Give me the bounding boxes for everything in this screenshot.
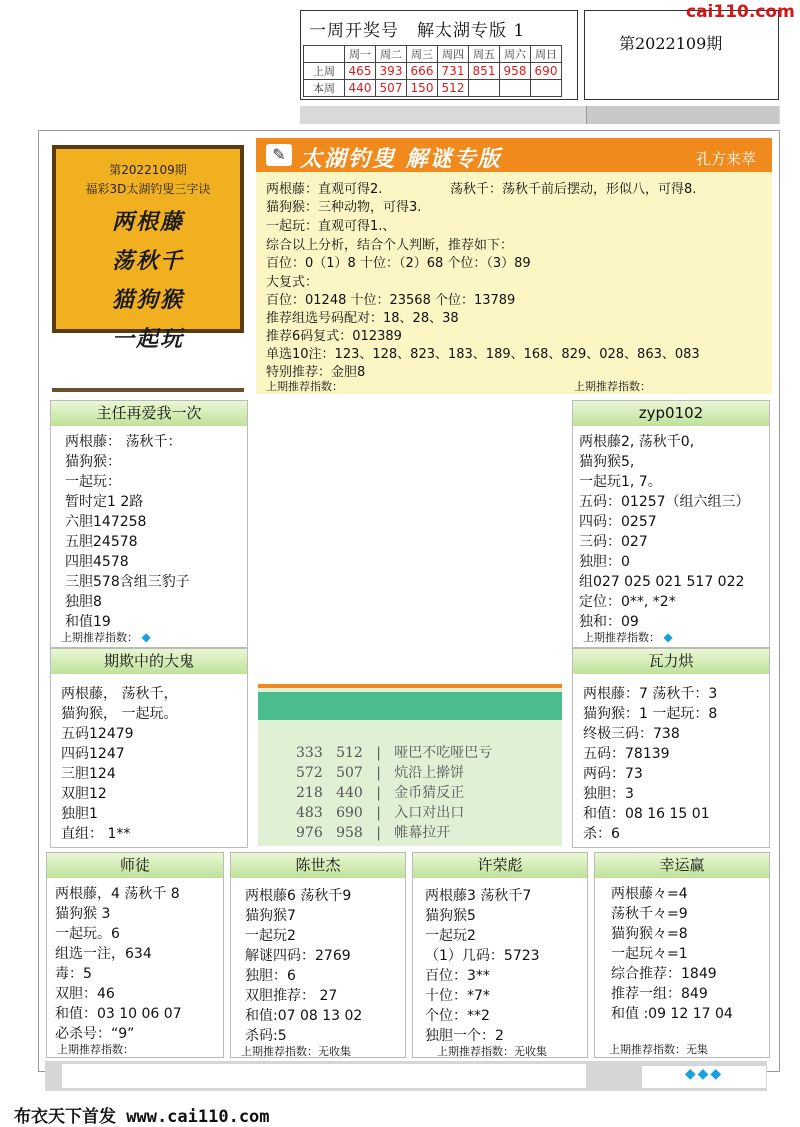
pick-line: 独和：09 (579, 614, 639, 630)
result-cell (531, 80, 562, 97)
riddle-sep: | (376, 745, 381, 761)
day-header: 周四 (438, 46, 469, 63)
expert-title: 主任再爱我一次 (51, 401, 247, 426)
result-cell: 731 (438, 63, 469, 80)
poster-line: 荡秋千 (111, 248, 184, 274)
result-cell: 851 (469, 63, 500, 80)
expert-box-e (46, 852, 224, 1058)
pick-line: 猫狗猴7 (245, 908, 296, 924)
rating-label: 上期推荐指数：无收集 (437, 1045, 547, 1058)
riddle-num: 958 (336, 825, 363, 841)
rating-label: 上期推荐指数： (583, 631, 660, 644)
pick-line: 两根藤： 荡秋千： (65, 434, 182, 450)
pick-line: 毒：5 (55, 966, 92, 982)
riddle-num: 512 (336, 745, 363, 761)
expert-title: 期欺中的大鬼 (51, 649, 247, 674)
pick-line: 双胆推荐： 27 (245, 988, 338, 1004)
pick-line: 一起玩2 (425, 928, 476, 944)
pick-line: 两根藤， 荡秋千， (61, 686, 178, 702)
pick-line: 五码12479 (61, 726, 134, 742)
pick-line: 杀：6 (583, 826, 620, 842)
pick-line: 十位：*7* (425, 988, 490, 1004)
pick-line: 三胆578含组三豹子 (65, 574, 190, 590)
analysis-line: 荡秋千：荡秋千前后摆动，形似八，可得8. (450, 182, 697, 197)
banner-author: 孔方来萃 (695, 150, 756, 168)
pick-line: 猫狗猴， 一起玩。 (61, 706, 178, 722)
day-header: 周六 (500, 46, 531, 63)
poster-subtitle: 福彩3D太湖钓叟三字诀 (85, 182, 211, 196)
day-header: 周三 (407, 46, 438, 63)
day-header: 周五 (469, 46, 500, 63)
poster-issue: 第2022109期 (109, 163, 187, 177)
pick-line: 猫狗猴： (65, 454, 121, 470)
analysis-line: 大复式： (266, 275, 319, 290)
poster-line: 猫狗猴 (111, 287, 184, 313)
pick-line: 杀码:5 (245, 1028, 287, 1044)
expert-box-f (230, 852, 406, 1058)
analysis-line: 推荐6码复式：012389 (266, 329, 402, 344)
result-cell: 666 (407, 63, 438, 80)
expert-title: 陈世杰 (231, 853, 405, 878)
riddle-row (296, 802, 464, 822)
analysis-line: 一起玩：直观可得1.、 (266, 219, 396, 234)
pick-line: 一起玩1, 7。 (579, 474, 662, 490)
last-rating: 上期推荐指数： (574, 380, 651, 393)
expert-title: 瓦力烘 (573, 649, 769, 674)
row-label: 上周 (304, 63, 345, 80)
riddle-text: 哑巴不吃哑巴亏 (394, 745, 493, 761)
pick-line: 推荐一组：849 (611, 986, 708, 1002)
riddle-num: 333 (296, 745, 323, 761)
analysis-line: 两根藤：直观可得2. (266, 182, 383, 197)
pick-line: 两码：73 (583, 766, 643, 782)
pick-line: 和值：08 16 15 01 (583, 806, 710, 822)
pick-line: 两根藤3 荡秋千7 (425, 888, 532, 904)
pick-line: 和值 :09 12 17 04 (611, 1006, 733, 1022)
analysis-line: 单选10注：123、128、823、183、189、168、829、028、863、083 (266, 347, 700, 362)
pick-line: 双胆12 (61, 786, 107, 802)
riddle-header-band (258, 692, 562, 720)
pick-line: 两根藤々=4 (611, 886, 688, 902)
rating-label: 上期推荐指数：无收集 (241, 1045, 351, 1058)
pick-line: 独胆一个：2 (425, 1028, 504, 1044)
weekly-results-table (303, 45, 562, 97)
poster-line: 一起玩 (111, 326, 184, 352)
last-rating: 上期推荐指数： (266, 380, 343, 393)
riddle-row (296, 742, 492, 762)
result-cell: 150 (407, 80, 438, 97)
pick-line: 荡秋千々=9 (611, 906, 688, 922)
pick-line: 独胆：3 (583, 786, 634, 802)
expert-title: zyp0102 (573, 401, 769, 426)
divider-strip (586, 106, 779, 124)
riddle-text: 帷幕拉开 (394, 825, 451, 841)
pick-line: 独胆：0 (579, 554, 630, 570)
diamond-icon: ◆◆◆ (642, 1066, 766, 1088)
result-cell (469, 80, 500, 97)
pick-line: 终极三码：738 (583, 726, 680, 742)
analysis-line: 猫狗猴：三种动物，可得3. (266, 200, 422, 215)
result-cell: 958 (500, 63, 531, 80)
pick-line: 三胆124 (61, 766, 116, 782)
result-cell: 440 (345, 80, 376, 97)
analysis-line: 特别推荐：金胆8 (266, 365, 366, 380)
pick-line: 四码：0257 (579, 514, 657, 530)
banner (256, 138, 772, 172)
row-label: 本周 (304, 80, 345, 97)
weekly-results-panel (300, 10, 578, 100)
pick-line: 三码：027 (579, 534, 648, 550)
day-header: 周一 (345, 46, 376, 63)
result-cell: 465 (345, 63, 376, 80)
analysis-panel (256, 172, 772, 394)
footer-credit[interactable]: 布衣天下首发 www.cai110.com (14, 1107, 270, 1127)
pick-line: 一起玩： (65, 474, 121, 490)
day-header: 周二 (376, 46, 407, 63)
pick-line: 四胆4578 (65, 554, 129, 570)
pick-line: 猫狗猴々=8 (611, 926, 688, 942)
expert-box-c (50, 648, 248, 848)
pick-line: 综合推荐：1849 (611, 966, 717, 982)
pick-line: （1）几码：5723 (425, 948, 540, 964)
weekly-title: 一周开奖号 解太湖专版 1 (309, 21, 526, 41)
riddle-num: 218 (296, 785, 323, 801)
pick-line: 必杀号：“9” (55, 1026, 135, 1042)
analysis-line: 百位：01248 十位：23568 个位：13789 (266, 293, 516, 308)
expert-box-g (412, 852, 588, 1058)
riddle-text: 入口对出口 (394, 805, 465, 821)
expert-title: 幸运赢 (595, 853, 769, 878)
expert-box-d (572, 648, 770, 848)
riddle-sep: | (376, 785, 381, 801)
pick-line: 直组： 1** (61, 826, 131, 842)
poster-line: 两根藤 (111, 209, 184, 235)
pick-line: 两根藤2, 荡秋千0, (579, 434, 695, 450)
day-header: 周日 (531, 46, 562, 63)
pick-line: 猫狗猴：1 一起玩：8 (583, 706, 718, 722)
riddle-num: 483 (296, 805, 323, 821)
issue-panel (584, 10, 779, 100)
site-logo[interactable]: cai110.com (686, 2, 795, 22)
pick-line: 四码1247 (61, 746, 125, 762)
rating-label: 上期推荐指数： (61, 631, 138, 644)
pick-line: 定位：0**, *2* (579, 594, 676, 610)
riddle-row (296, 782, 464, 802)
pick-line: 猫狗猴5 (425, 908, 476, 924)
poster-divider (52, 388, 244, 392)
pick-line: 独胆：6 (245, 968, 296, 984)
riddle-row (296, 822, 450, 842)
pen-icon: ✎ (266, 144, 292, 166)
expert-box-a (50, 400, 248, 648)
pick-line: 猫狗猴5, (579, 454, 635, 470)
banner-title: 太湖钓叟 解谜专版 (300, 146, 502, 172)
pick-line: 两根藤6 荡秋千9 (245, 888, 352, 904)
result-cell: 512 (438, 80, 469, 97)
result-cell: 690 (531, 63, 562, 80)
pick-line: 组027 025 021 517 022 (579, 574, 745, 590)
pick-line: 一起玩々=1 (611, 946, 688, 962)
pick-line: 五胆24578 (65, 534, 138, 550)
expert-box-h (594, 852, 770, 1058)
result-cell (500, 80, 531, 97)
rating-label: 上期推荐指数： (57, 1043, 134, 1056)
riddle-sep: | (376, 825, 381, 841)
pick-line: 一起玩2 (245, 928, 296, 944)
expert-title: 许荣彪 (413, 853, 587, 878)
analysis-line: 综合以上分析，结合个人判断，推荐如下： (266, 238, 514, 253)
analysis-line: 推荐组选号码配对：18、28、38 (266, 311, 459, 326)
riddle-text: 金币猜反正 (394, 785, 465, 801)
pick-line: 独胆1 (61, 806, 98, 822)
pick-line: 和值：03 10 06 07 (55, 1006, 182, 1022)
pick-line: 暂时定1 2路 (65, 494, 144, 510)
pick-line: 独胆8 (65, 594, 102, 610)
riddle-num: 690 (336, 805, 363, 821)
pick-line: 组选一注，634 (55, 946, 152, 962)
riddle-sep: | (376, 805, 381, 821)
pick-line: 五码：01257（组六组三） (579, 494, 750, 510)
pick-line: 个位：**2 (425, 1008, 490, 1024)
result-cell: 507 (376, 80, 407, 97)
pick-line: 两根藤，4 荡秋千 8 (55, 886, 180, 902)
pick-line: 解谜四码：2769 (245, 948, 351, 964)
poster (52, 145, 244, 352)
pick-line: 六胆147258 (65, 514, 147, 530)
issue-number: 第2022109期 (619, 34, 723, 53)
riddle-text: 炕沿上擀饼 (394, 765, 465, 781)
pick-line: 百位：3** (425, 968, 490, 984)
pick-line: 五码：78139 (583, 746, 670, 762)
expert-box-b (572, 400, 770, 648)
pick-line: 一起玩。6 (55, 926, 120, 942)
bottom-blank (62, 1064, 586, 1088)
pick-line: 猫狗猴 3 (55, 906, 111, 922)
riddle-num: 976 (296, 825, 323, 841)
riddle-num: 572 (296, 765, 323, 781)
pick-line: 和值19 (65, 614, 111, 630)
result-cell: 393 (376, 63, 407, 80)
pick-line: 和值:07 08 13 02 (245, 1008, 363, 1024)
analysis-line: 百位：0（1）8 十位：（2）68 个位：（3）89 (266, 256, 531, 271)
pick-line: 双胆：46 (55, 986, 115, 1002)
riddle-num: 507 (336, 765, 363, 781)
rating-label: 上期推荐指数：无集 (609, 1043, 708, 1056)
riddle-num: 440 (336, 785, 363, 801)
expert-title: 师徒 (47, 853, 223, 878)
diamond-icon: ◆ (663, 630, 673, 644)
diamond-icon: ◆ (141, 630, 151, 644)
riddle-row (296, 762, 464, 782)
pick-line: 两根藤：7 荡秋千：3 (583, 686, 718, 702)
riddle-sep: | (376, 765, 381, 781)
